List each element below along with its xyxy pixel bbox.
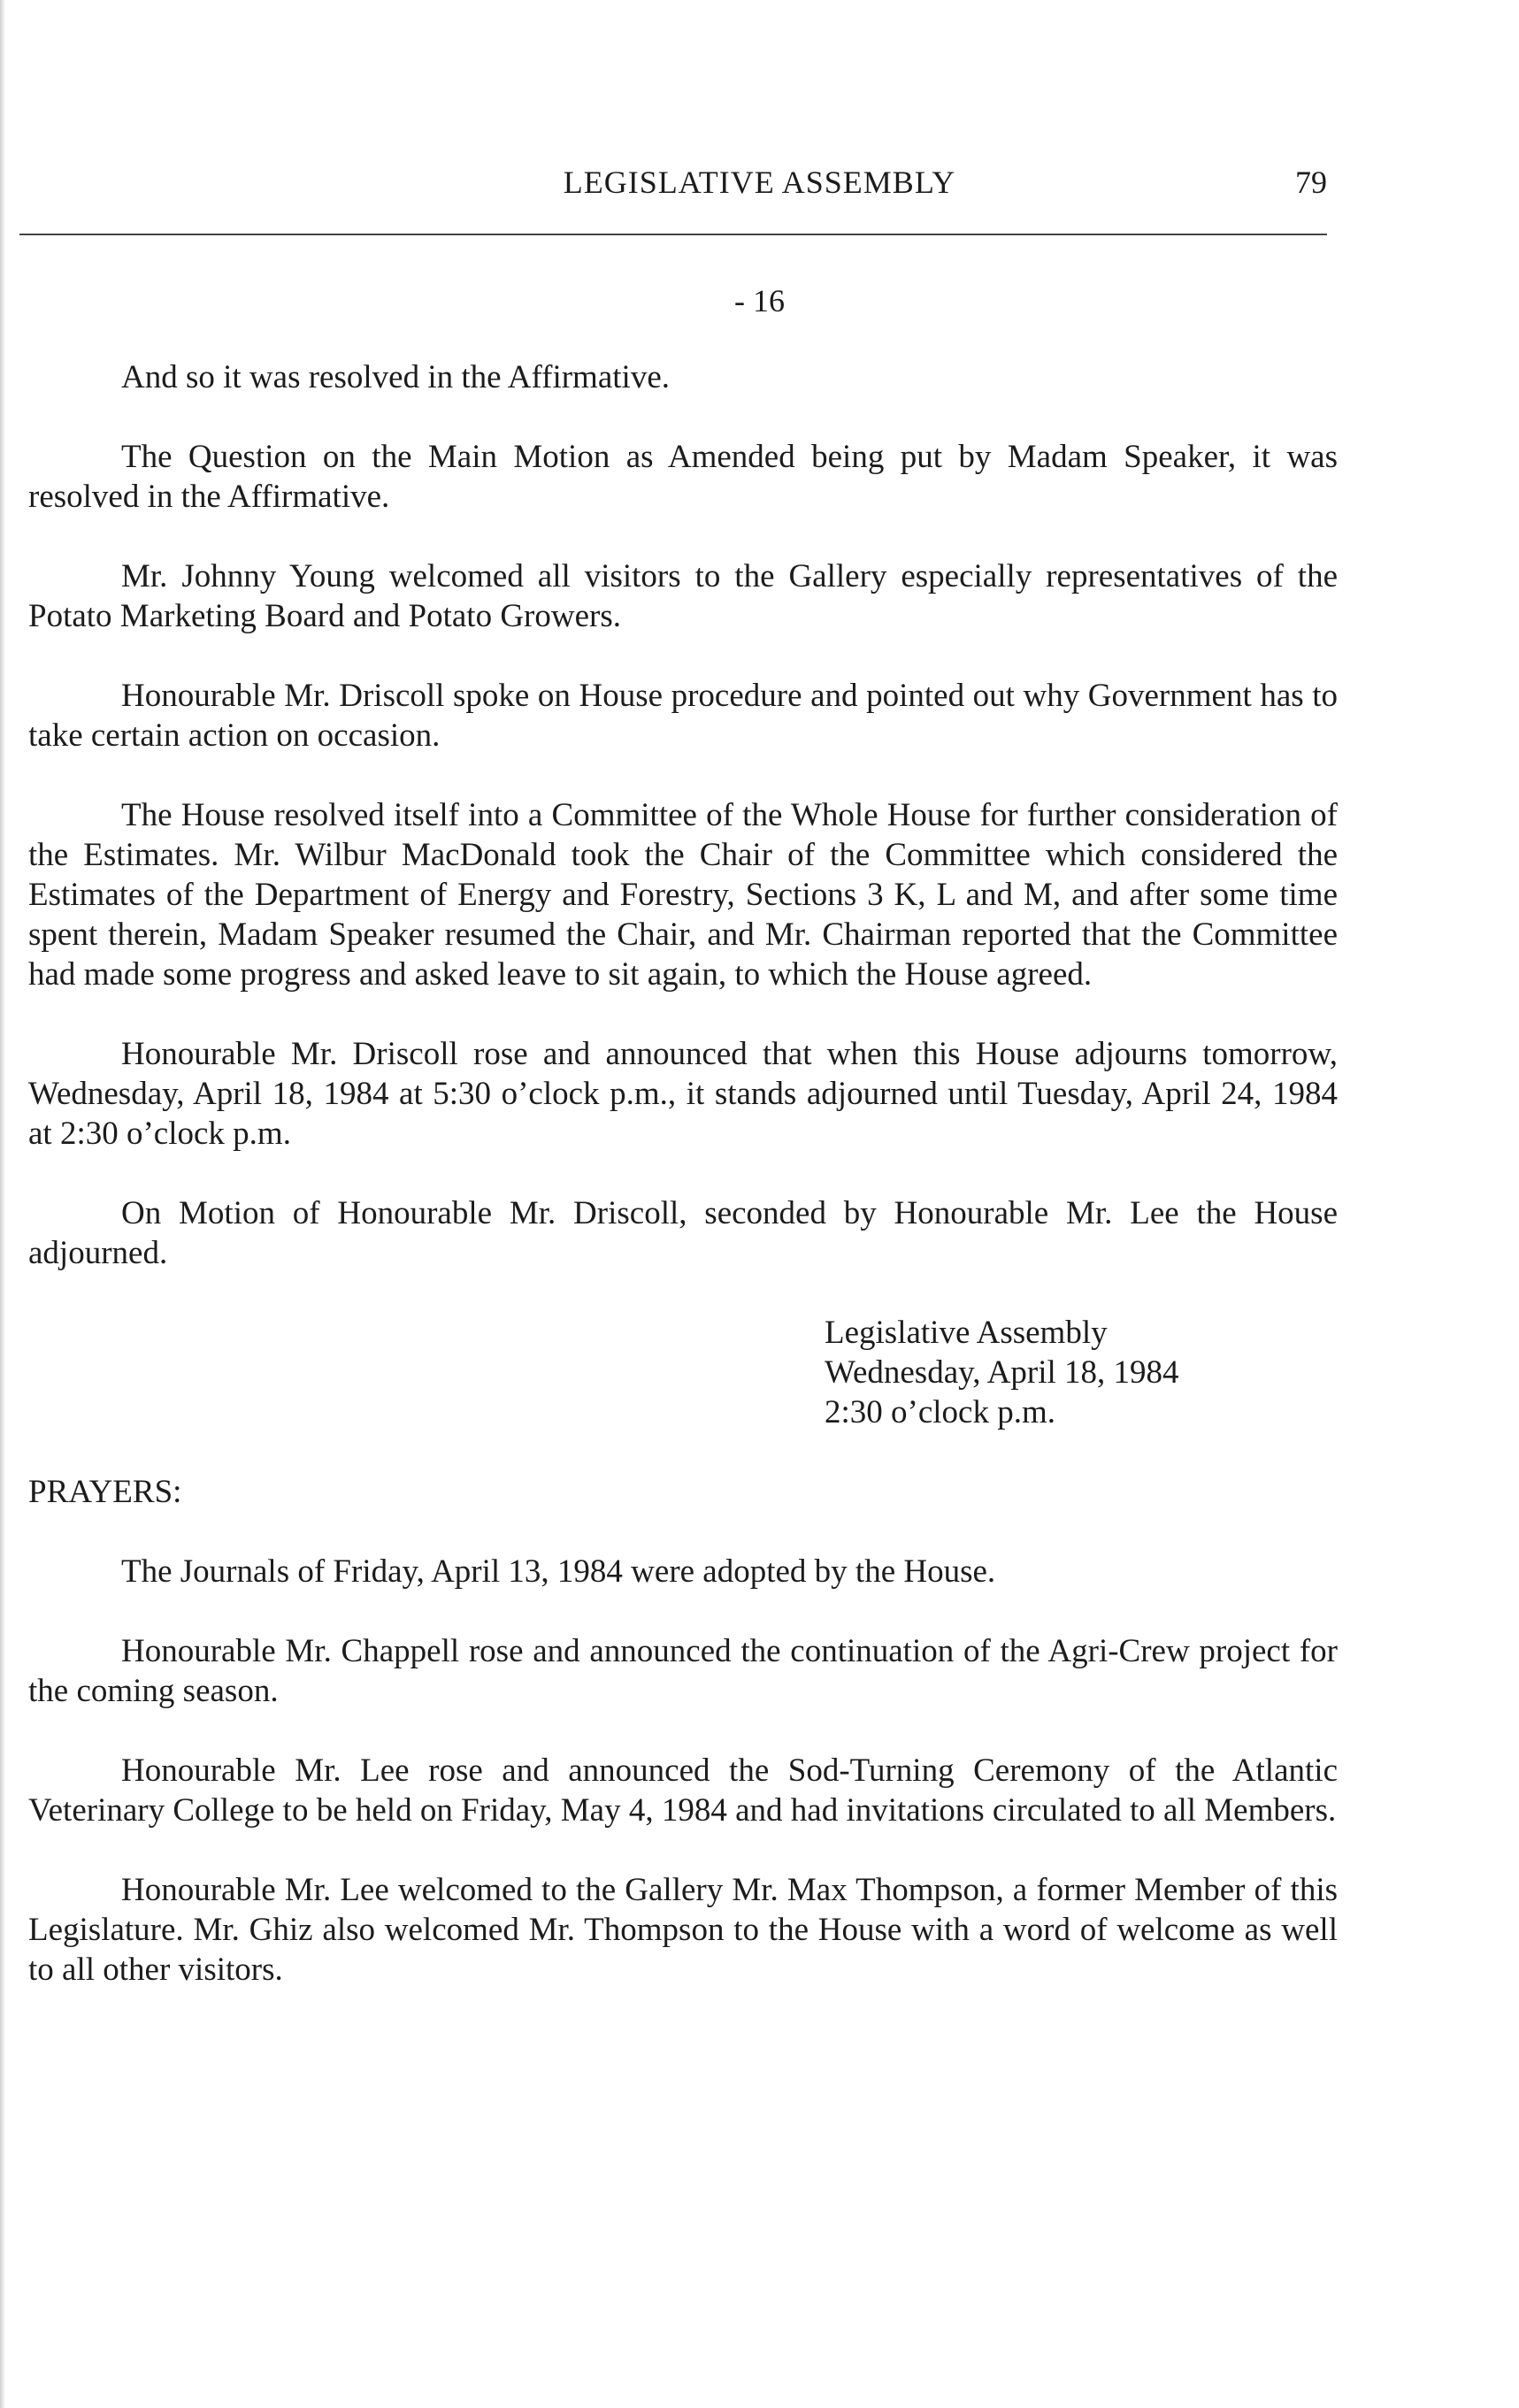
paragraph-gallery-welcome: Honourable Mr. Lee welcomed to the Gallery Mr. Max Thompson, a former Member of this Legislature. Mr. Ghiz also welcomed Mr. Thompson to the House with a word of welcome as well to all other visitors.	[28, 1872, 1338, 1988]
prayers-heading: PRAYERS:	[28, 1474, 182, 1510]
journal-body	[28, 357, 1338, 2029]
sitting-date: Wednesday, April 18, 1984	[825, 1354, 1179, 1391]
paragraph-agri-crew: Honourable Mr. Chappell rose and announced the continuation of the Agri-Crew project for the coming season.	[28, 1633, 1338, 1709]
page-edge-shadow	[0, 0, 5, 2408]
paragraph-resolved-affirmative: And so it was resolved in the Affirmative.	[121, 359, 670, 395]
sitting-time: 2:30 o’clock p.m.	[825, 1394, 1056, 1430]
paragraph-committee-whole: The House resolved itself into a Committee of the Whole House for further consideration of the Estimates. Mr. Wilbur MacDonald took the Chair of the Committee which considered the Estimates of the Department of Energy and Forestry, Sections 3 K, L and M, and after some time spent therein, Madam Speaker resumed the Chair, and Mr. Chairman reported that the Committee had made some progress and asked leave to sit again, to which the House agreed.	[28, 797, 1338, 993]
paragraph-visitors-welcome: Mr. Johnny Young welcomed all visitors to the Gallery especially representatives of the Potato Marketing Board and Potato Growers.	[28, 558, 1338, 634]
paragraph-sod-turning: Honourable Mr. Lee rose and announced the Sod-Turning Ceremony of the Atlantic Veterinary College to be held on Friday, May 4, 1984 and had invitations circulated to all Members.	[28, 1752, 1338, 1829]
paragraph-main-motion: The Question on the Main Motion as Amended being put by Madam Speaker, it was resolved in the Affirmative.	[28, 439, 1338, 515]
sitting-date-block	[28, 1313, 1338, 1432]
running-header-title: LEGISLATIVE ASSEMBLY	[563, 165, 956, 200]
page-number: 79	[1295, 165, 1327, 200]
paragraph-house-adjourned: On Motion of Honourable Mr. Driscoll, seconded by Honourable Mr. Lee the House adjourned.	[28, 1195, 1338, 1271]
sitting-place: Legislative Assembly	[825, 1315, 1108, 1351]
paragraph-house-procedure: Honourable Mr. Driscoll spoke on House procedure and pointed out why Government has to take certain action on occasion.	[28, 678, 1338, 754]
sheet-marker: - 16	[734, 283, 785, 318]
paragraph-adjournment-notice: Honourable Mr. Driscoll rose and announced that when this House adjourns tomorrow, Wednesday, April 18, 1984 at 5:30 o’clock p.m., it stands adjourned until Tuesday, April 24, 1984 at 2:30 o’clock p.m.	[28, 1036, 1338, 1152]
paragraph-journals-adopted: The Journals of Friday, April 13, 1984 were adopted by the House.	[121, 1553, 996, 1590]
header-rule	[19, 234, 1327, 235]
